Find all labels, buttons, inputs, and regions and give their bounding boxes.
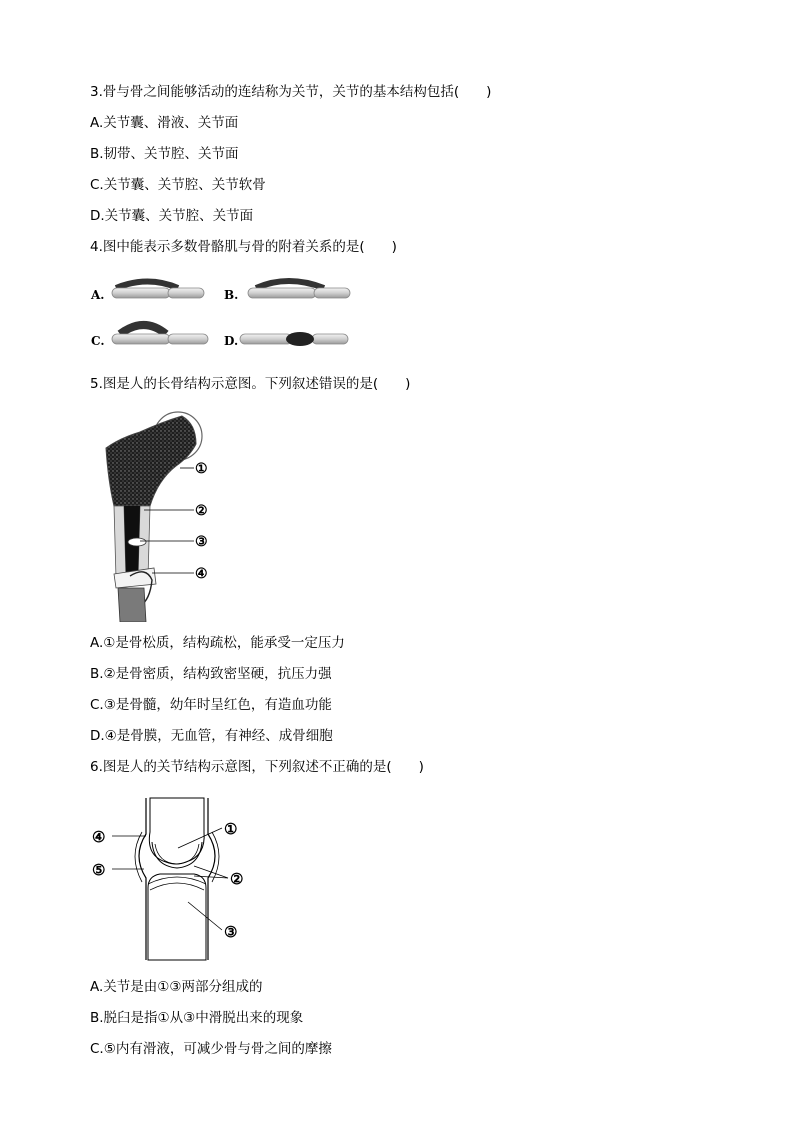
q6-label-5: ⑤ — [92, 861, 106, 879]
q4-muscle-bone-figure — [88, 272, 358, 362]
q4-label-b: B. — [224, 288, 239, 302]
q3-option-a: A.关节囊、滑液、关节面 — [90, 115, 239, 131]
q5-label-4: ④ — [195, 566, 208, 582]
q4-figure-b — [224, 281, 350, 302]
q6-label-3: ③ — [224, 923, 238, 941]
q5-option-d: D.④是骨膜，无血管，有神经、成骨细胞 — [90, 728, 333, 744]
q5-stem: 5.图是人的长骨结构示意图。下列叙述错误的是( ) — [90, 376, 411, 392]
q3-option-b: B.韧带、关节腔、关节面 — [90, 146, 239, 162]
q4-label-a: A. — [91, 288, 105, 302]
q5-label-1: ① — [195, 461, 208, 477]
q3-option-d: D.关节囊、关节腔、关节面 — [90, 208, 254, 224]
q4-figure-d — [224, 332, 348, 348]
q6-stem: 6.图是人的关节结构示意图，下列叙述不正确的是( ) — [90, 759, 424, 775]
q5-option-c: C.③是骨髓，幼年时呈红色，有造血功能 — [90, 697, 332, 713]
q6-option-b: B.脱臼是指①从③中滑脱出来的现象 — [90, 1010, 304, 1026]
q6-label-4: ④ — [92, 828, 106, 846]
q3-stem: 3.骨与骨之间能够活动的连结称为关节，关节的基本结构包括( ) — [90, 84, 492, 100]
q5-option-a: A.①是骨松质，结构疏松，能承受一定压力 — [90, 635, 345, 651]
q6-option-a: A.关节是由①③两部分组成的 — [90, 979, 263, 995]
q5-option-b: B.②是骨密质，结构致密坚硬，抗压力强 — [90, 666, 332, 682]
q4-label-c: C. — [91, 334, 105, 348]
q6-label-1: ① — [224, 820, 238, 838]
q4-figure-c — [91, 325, 208, 348]
q3-option-c: C.关节囊、关节腔、关节软骨 — [90, 177, 266, 193]
q6-label-2: ② — [230, 870, 244, 888]
q4-figure-a — [90, 282, 204, 303]
q6-option-c: C.⑤内有滑液，可减少骨与骨之间的摩擦 — [90, 1041, 332, 1057]
q6-joint-figure — [88, 792, 258, 964]
q4-stem: 4.图中能表示多数骨骼肌与骨的附着关系的是( ) — [90, 239, 397, 255]
q5-label-2: ② — [195, 503, 208, 519]
q5-long-bone-figure — [100, 410, 250, 622]
q4-label-d: D. — [224, 334, 239, 348]
q5-label-3: ③ — [195, 534, 208, 550]
